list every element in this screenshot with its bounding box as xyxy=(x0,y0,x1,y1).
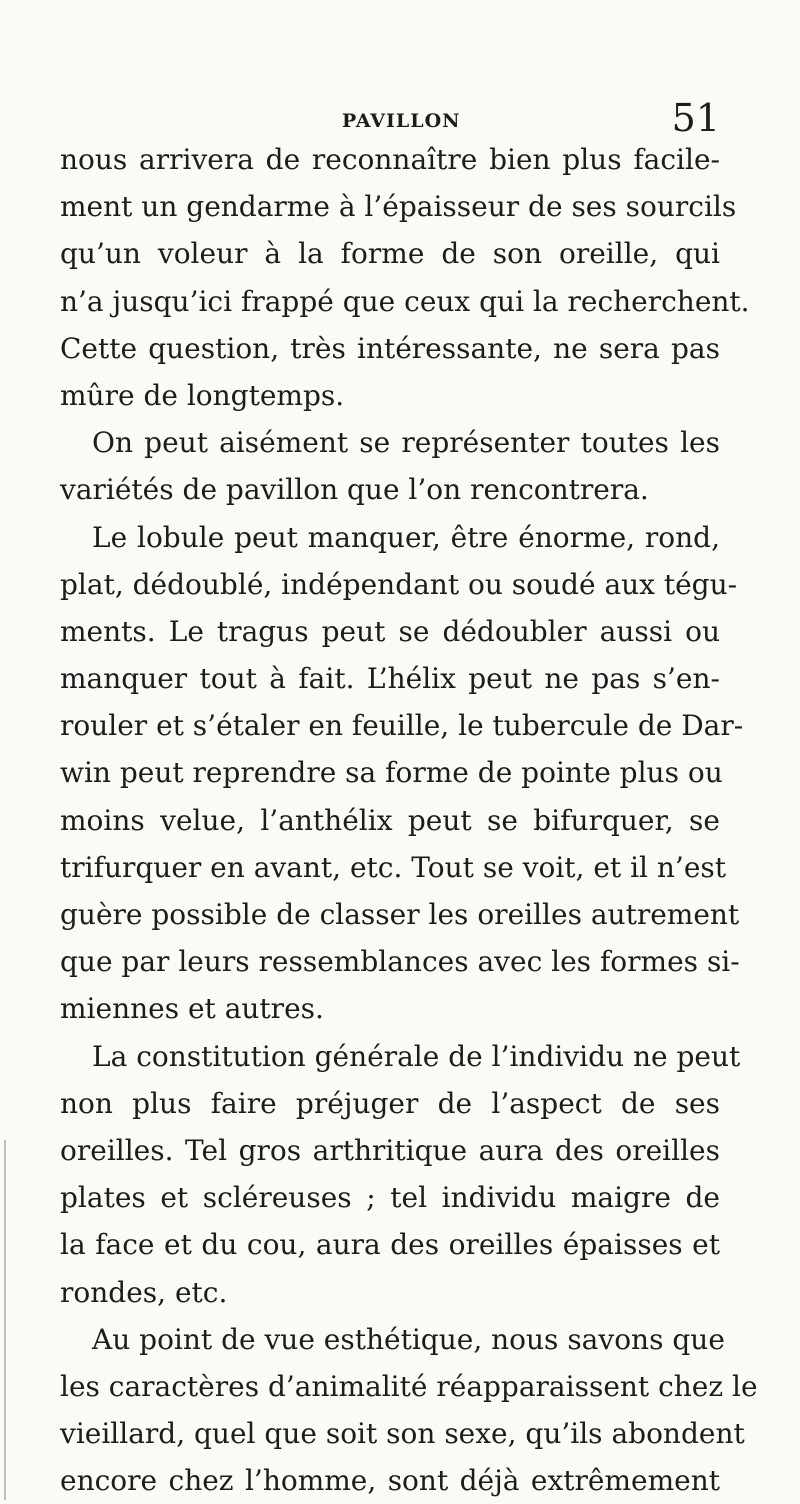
text-line: que par leurs ressemblances avec les formes si- xyxy=(60,945,740,979)
text-line: ments. Le tragus peut se dédoubler aussi ou xyxy=(60,614,720,648)
text-line: variétés de pavillon que l’on rencontrera. xyxy=(60,473,649,507)
page-edge-shadow xyxy=(4,1140,6,1500)
text-line: win peut reprendre sa forme de pointe plus ou xyxy=(60,756,723,790)
text-line: moins velue, l’anthélix peut se bifurquer, se xyxy=(60,803,720,837)
text-line: rondes, etc. xyxy=(60,1275,228,1309)
text-line: la face et du cou, aura des oreilles épaisses et xyxy=(60,1228,720,1262)
text-line: On peut aisément se représenter toutes les xyxy=(92,426,720,460)
page-number: 51 xyxy=(671,96,720,140)
text-line: guère possible de classer les oreilles autrement xyxy=(60,898,740,931)
text-line: ment un gendarme à l’épaisseur de ses sourcils xyxy=(60,190,737,224)
text-line: encore chez l’homme, sont déjà extrêmement xyxy=(60,1464,720,1498)
text-line: Cette question, très intéressante, ne sera pas xyxy=(60,331,720,365)
text-line: nous arrivera de reconnaître bien plus facile- xyxy=(60,143,720,176)
text-line: Au point de vue esthétique, nous savons que xyxy=(92,1322,725,1356)
text-line: trifurquer en avant, etc. Tout se voit, et il n’est xyxy=(60,850,727,884)
text-line: rouler et s’étaler en feuille, le tubercule de Dar- xyxy=(60,709,744,743)
text-line: manquer tout à fait. L’hélix peut ne pas s’en- xyxy=(60,662,720,696)
text-line: Le lobule peut manquer, être énorme, rond, xyxy=(92,520,720,554)
text-line: qu’un voleur à la forme de son oreille, qui xyxy=(60,237,720,271)
text-line: miennes et autres. xyxy=(60,992,324,1026)
text-line: plates et scléreuses ; tel individu maigre de xyxy=(60,1181,720,1215)
body-text xyxy=(60,136,758,1504)
running-title: PAVILLON xyxy=(342,110,461,132)
text-line: les caractères d’animalité réapparaissent chez le xyxy=(60,1369,758,1403)
text-line: vieillard, quel que soit son sexe, qu’ils abondent xyxy=(60,1417,745,1451)
text-line: n’a jusqu’ici frappé que ceux qui la recherchent. xyxy=(60,284,750,318)
text-line: non plus faire préjuger de l’aspect de ses xyxy=(60,1086,720,1120)
text-line: oreilles. Tel gros arthritique aura des oreilles xyxy=(60,1133,720,1167)
text-line: La constitution générale de l’individu ne peut xyxy=(92,1039,741,1073)
text-line: plat, dédoublé, indépendant ou soudé aux tégu- xyxy=(60,567,738,601)
text-line: mûre de longtemps. xyxy=(60,378,345,412)
